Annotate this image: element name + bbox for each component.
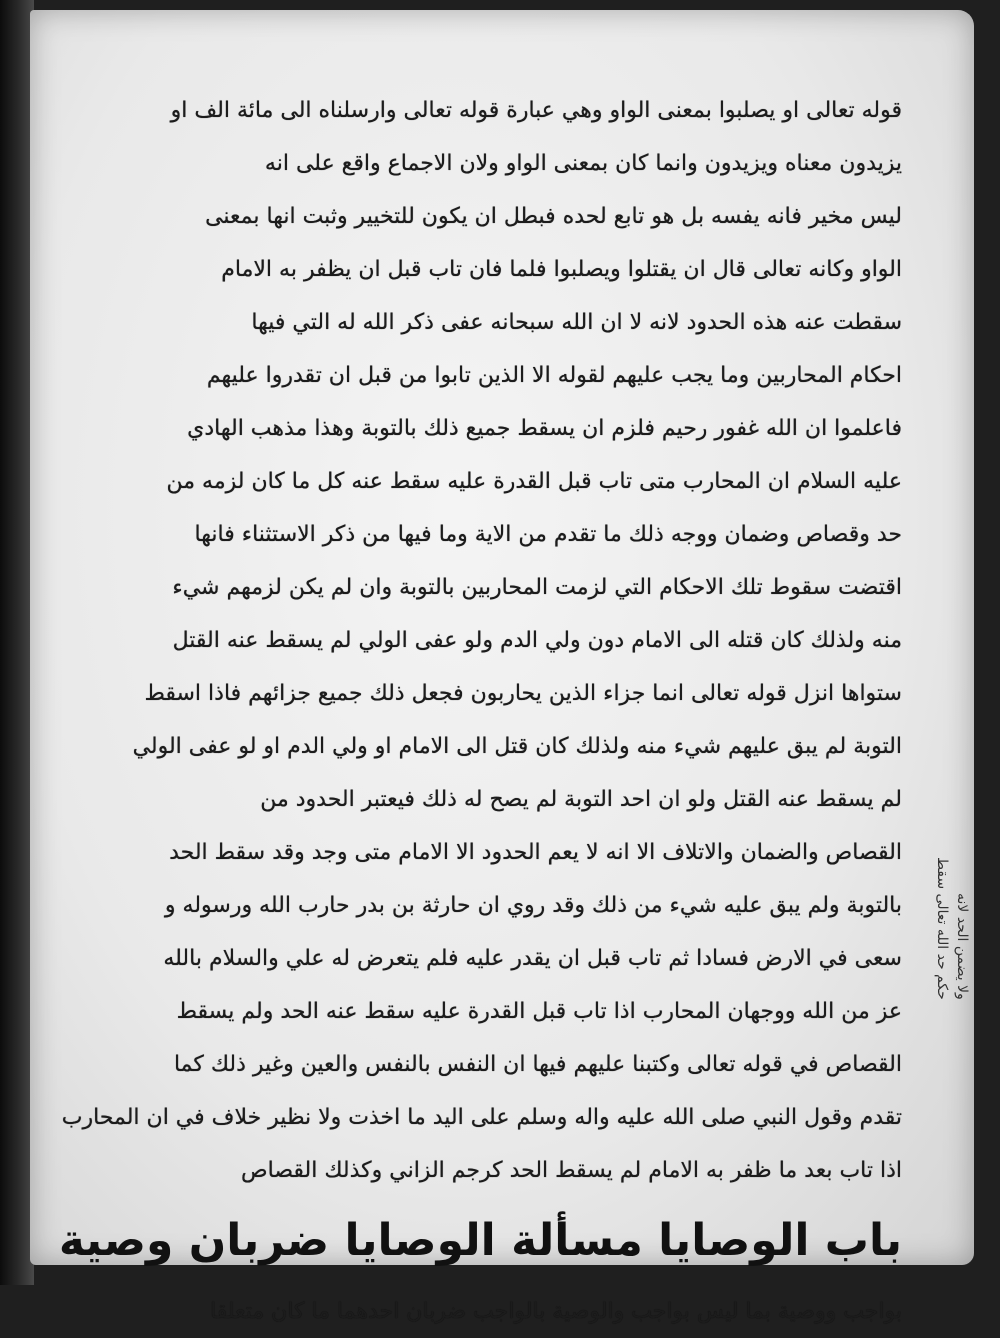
text-line: القصاص والضمان والاتلاف الا انه لا يعم الحدود الا الامام متى وجد وقد سقط الحد <box>169 840 902 865</box>
text-line: ستواها انزل قوله تعالى انما جزاء الذين يحاربون فجعل ذلك جميع جزائهم فاذا اسقط <box>144 681 902 706</box>
text-line: اذا تاب بعد ما ظفر به الامام لم يسقط الحد كرجم الزاني وكذلك القصاص <box>241 1158 902 1183</box>
text-line: سعى في الارض فسادا ثم تاب قبل ان يقدر عليه فلم يتعرض له علي والسلام بالله <box>163 946 902 971</box>
text-line: التوبة لم يبق عليهم شيء منه ولذلك كان قتل الى الامام او ولي الدم او لو عفى الولي <box>132 734 902 759</box>
margin-note <box>902 770 972 1000</box>
text-line: يزيدون معناه ويزيدون وانما كان بمعنى الواو ولان الاجماع واقع على انه <box>264 151 902 176</box>
text-line: منه ولذلك كان قتله الى الامام دون ولي الدم ولو عفى الولي لم يسقط عنه القتل <box>172 628 902 653</box>
text-line: لم يسقط عنه القتل ولو ان احد التوبة لم يصح له ذلك فيعتبر الحدود من <box>260 787 902 812</box>
main-text-block <box>58 84 902 1338</box>
text-line: القصاص في قوله تعالى وكتبنا عليهم فيها ان النفس بالنفس والعين وغير ذلك كما <box>173 1052 902 1077</box>
text-line: سقطت عنه هذه الحدود لانه لا ان الله سبحانه عفى ذكر الله له التي فيها <box>251 310 902 335</box>
manuscript-page <box>30 10 974 1324</box>
margin-note-line: ولا يضمن الحد لانه <box>954 893 970 1000</box>
text-line: الواو وكانه تعالى قال ان يقتلوا ويصلبوا فلما فان تاب قبل ان يظفر به الامام <box>221 257 902 282</box>
text-line: بالتوبة ولم يبق عليه شيء من ذلك وقد روي ان حارثة بن بدر حارب الله ورسوله و <box>164 893 902 918</box>
section-heading: باب الوصايا مسألة الوصايا ضربان وصية <box>58 1215 902 1266</box>
text-line: عليه السلام ان المحارب متى تاب قبل القدرة عليه سقط عنه كل ما كان لزمه من <box>166 469 902 494</box>
margin-note-line: حكم حد الله تعالى سقط <box>934 857 950 1000</box>
text-line: ليس مخير فانه يفسه بل هو تابع لحده فبطل ان يكون للتخيير وثبت انها بمعنى <box>205 204 902 229</box>
text-line: عز من الله ووجهان المحارب اذا تاب قبل القدرة عليه سقط عنه الحد ولم يسقط <box>176 999 902 1024</box>
text-line: بواجب ووصية بما ليس بواجب والوصية بالواجب ضربان احدهما ما كان متعلقا <box>209 1299 902 1324</box>
text-line: قوله تعالى او يصلبوا بمعنى الواو وهي عبارة قوله تعالى وارسلناه الى مائة الف او <box>170 98 902 123</box>
text-line: احكام المحاربين وما يجب عليهم لقوله الا الذين تابوا من قبل ان تقدروا عليهم <box>206 363 902 388</box>
text-line: اقتضت سقوط تلك الاحكام التي لزمت المحاربين بالتوبة وان لم يكن لزمهم شيء <box>172 575 902 600</box>
text-line: حد وقصاص وضمان ووجه ذلك ما تقدم من الاية وما فيها من ذكر الاستثناء فانها <box>194 522 902 547</box>
text-line: تقدم وقول النبي صلى الله عليه واله وسلم على اليد ما اخذت ولا نظير خلاف في ان المحارب <box>61 1105 902 1130</box>
book-spine <box>0 0 34 1285</box>
text-line: فاعلموا ان الله غفور رحيم فلزم ان يسقط جميع ذلك بالتوبة وهذا مذهب الهادي <box>187 416 902 441</box>
